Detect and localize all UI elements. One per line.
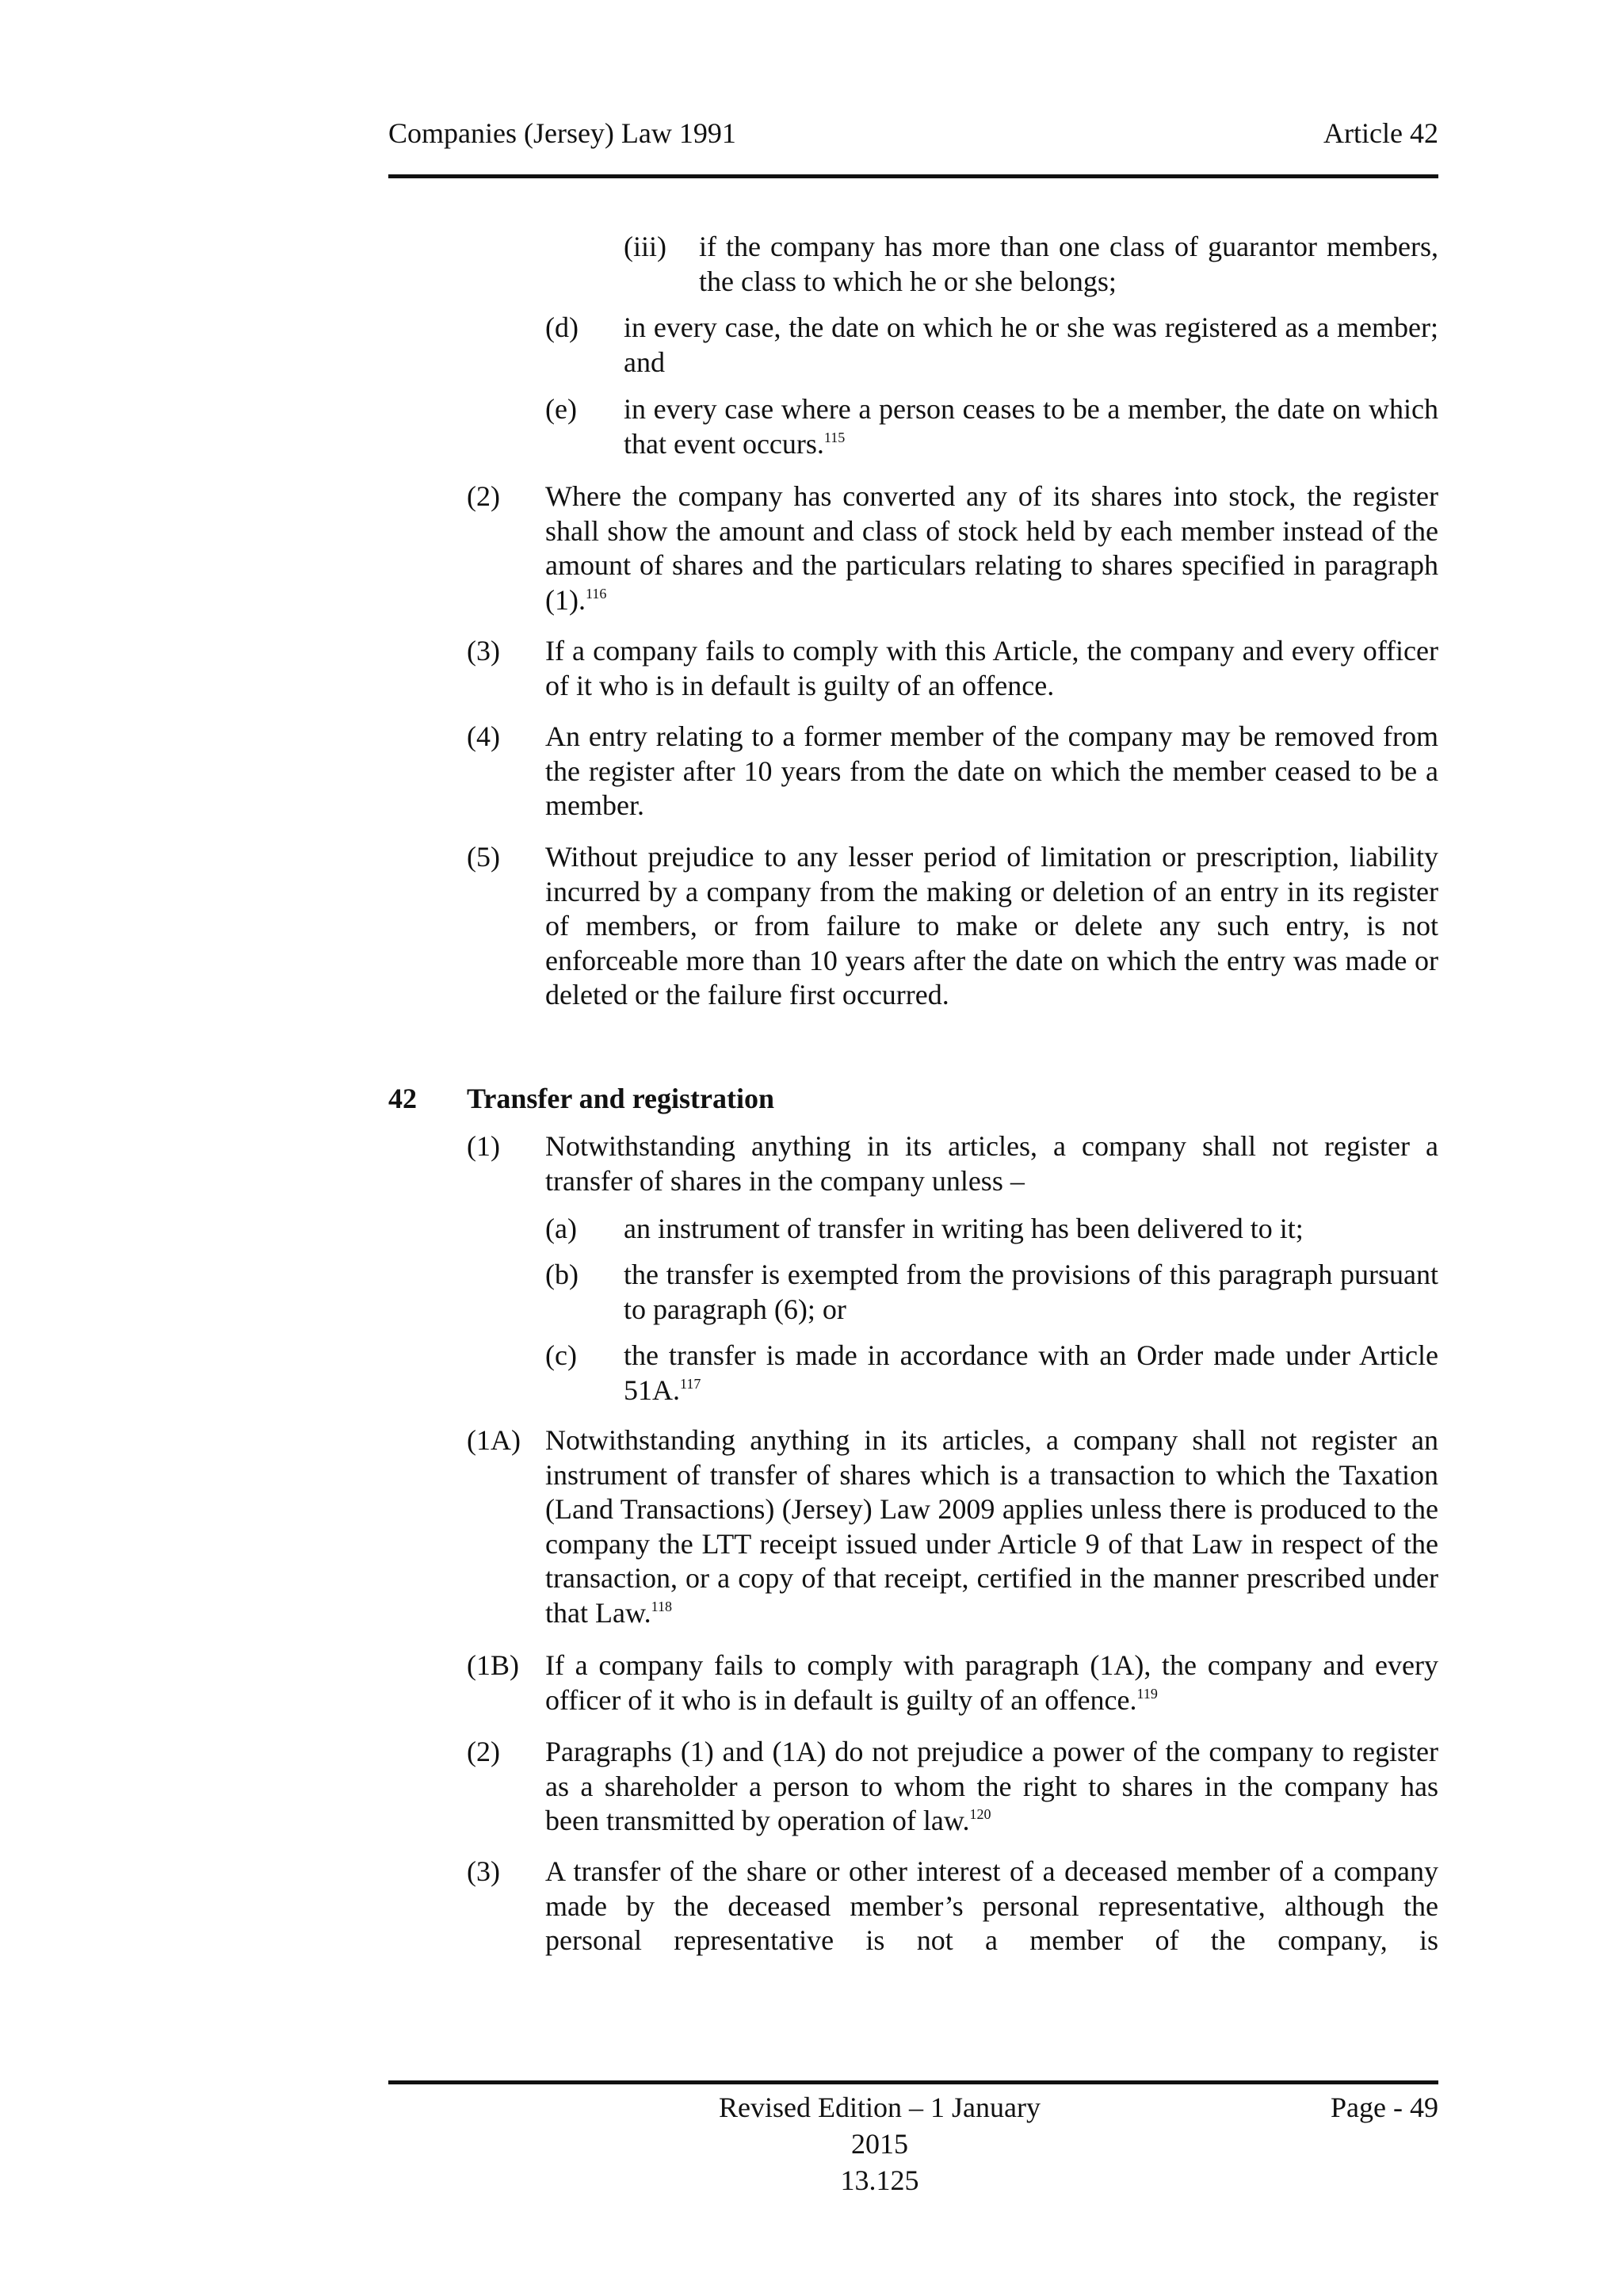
paragraph-label: (1A) xyxy=(467,1424,521,1456)
paragraph-text: in every case where a person ceases to be a member, the date on which that event occurs. xyxy=(624,393,1438,460)
paragraph-label: (iii) xyxy=(624,231,666,262)
paragraph-text: A transfer of the share or other interest of a deceased member of a company made by the deceased member’s personal representative, although the personal representative is not a member of the company, is xyxy=(545,1855,1438,1956)
header-title: Companies (Jersey) Law 1991 xyxy=(388,117,736,149)
paragraph-label: (3) xyxy=(467,635,500,667)
footnote-ref[interactable]: 116 xyxy=(585,585,607,602)
footer-number: 13.125 xyxy=(840,2164,919,2196)
paragraph-label: (5) xyxy=(467,841,500,873)
footnote-ref[interactable]: 115 xyxy=(823,429,846,445)
paragraph-text: Paragraphs (1) and (1A) do not prejudice a power of the company to register as a shareholder a person to whom the right to shares in the company has been transmitted by operation of law. xyxy=(545,1736,1438,1836)
paragraph-label: (1) xyxy=(467,1130,500,1162)
paragraph-label: (1B) xyxy=(467,1649,519,1681)
paragraph-text: the transfer is exempted from the provisions of this paragraph pursuant to paragraph (6); or xyxy=(624,1259,1438,1325)
paragraph-label: (2) xyxy=(467,480,500,512)
footnote-ref[interactable]: 120 xyxy=(969,1806,991,1822)
paragraph-label: (4) xyxy=(467,720,500,752)
footer-edition: Revised Edition – 1 January 2015 xyxy=(719,2092,1041,2160)
running-header xyxy=(388,113,1438,153)
footer-center xyxy=(705,2089,1054,2199)
footnote-ref[interactable]: 119 xyxy=(1136,1685,1158,1702)
paragraph-text: Without prejudice to any lesser period of limitation or prescription, liability incurred by a company from the making or deletion of an entry in its register of members, or from failure to make or delete any such entry, is not enforceable more than 10 years after the date on which the entry was made or deleted or the failure first occurred. xyxy=(545,841,1438,1010)
footnote-ref[interactable]: 117 xyxy=(680,1375,701,1392)
paragraph-text: If a company fails to comply with paragraph (1A), the company and every officer of it who is in default is guilty of an offence. xyxy=(545,1649,1438,1716)
article-title: Transfer and registration xyxy=(467,1083,774,1114)
paragraph-text: in every case, the date on which he or she was registered as a member; and xyxy=(624,311,1438,378)
paragraph-text: An entry relating to a former member of the company may be removed from the register after 10 years from the date on which the member ceased to be a member. xyxy=(545,720,1438,821)
paragraph-label: (a) xyxy=(545,1213,577,1244)
paragraph-text: the transfer is made in accordance with an Order made under Article 51A. xyxy=(624,1339,1438,1406)
footnote-ref[interactable]: 118 xyxy=(651,1598,672,1614)
header-rule xyxy=(388,174,1438,178)
paragraph-label: (2) xyxy=(467,1736,500,1767)
paragraph-text: Where the company has converted any of its shares into stock, the register shall show the amount and class of stock held by each member instead of the amount of shares and the particulars relating to shares specified in paragraph (1). xyxy=(545,480,1438,616)
header-article: Article 42 xyxy=(1323,117,1438,149)
paragraph-text: Notwithstanding anything in its articles, a company shall not register an instrument of transfer of shares which is a transaction to which the Taxation (Land Transactions) (Jersey) Law 2009 applies unless there is produced to the company the LTT receipt issued under Article 9 of that Law in respect of the transaction, or a copy of that receipt, certified in the manner prescribed under that Law. xyxy=(545,1424,1438,1629)
paragraph-label: (d) xyxy=(545,311,579,343)
paragraph-text: Notwithstanding anything in its articles, a company shall not register a transfer of shares in the company unless – xyxy=(545,1130,1438,1197)
paragraph-label: (e) xyxy=(545,393,577,425)
page-number: Page - 49 xyxy=(1331,2092,1438,2123)
article-number: 42 xyxy=(388,1083,417,1114)
paragraph-text: If a company fails to comply with this Article, the company and every officer of it who is in default is guilty of an offence. xyxy=(545,635,1438,701)
paragraph-label: (3) xyxy=(467,1855,500,1887)
paragraph-label: (b) xyxy=(545,1259,579,1290)
paragraph-text: an instrument of transfer in writing has been delivered to it; xyxy=(624,1213,1304,1244)
footer-rule xyxy=(388,2080,1438,2084)
paragraph-label: (c) xyxy=(545,1339,577,1371)
paragraph-text: if the company has more than one class of guarantor members, the class to which he or she belongs; xyxy=(699,231,1438,297)
